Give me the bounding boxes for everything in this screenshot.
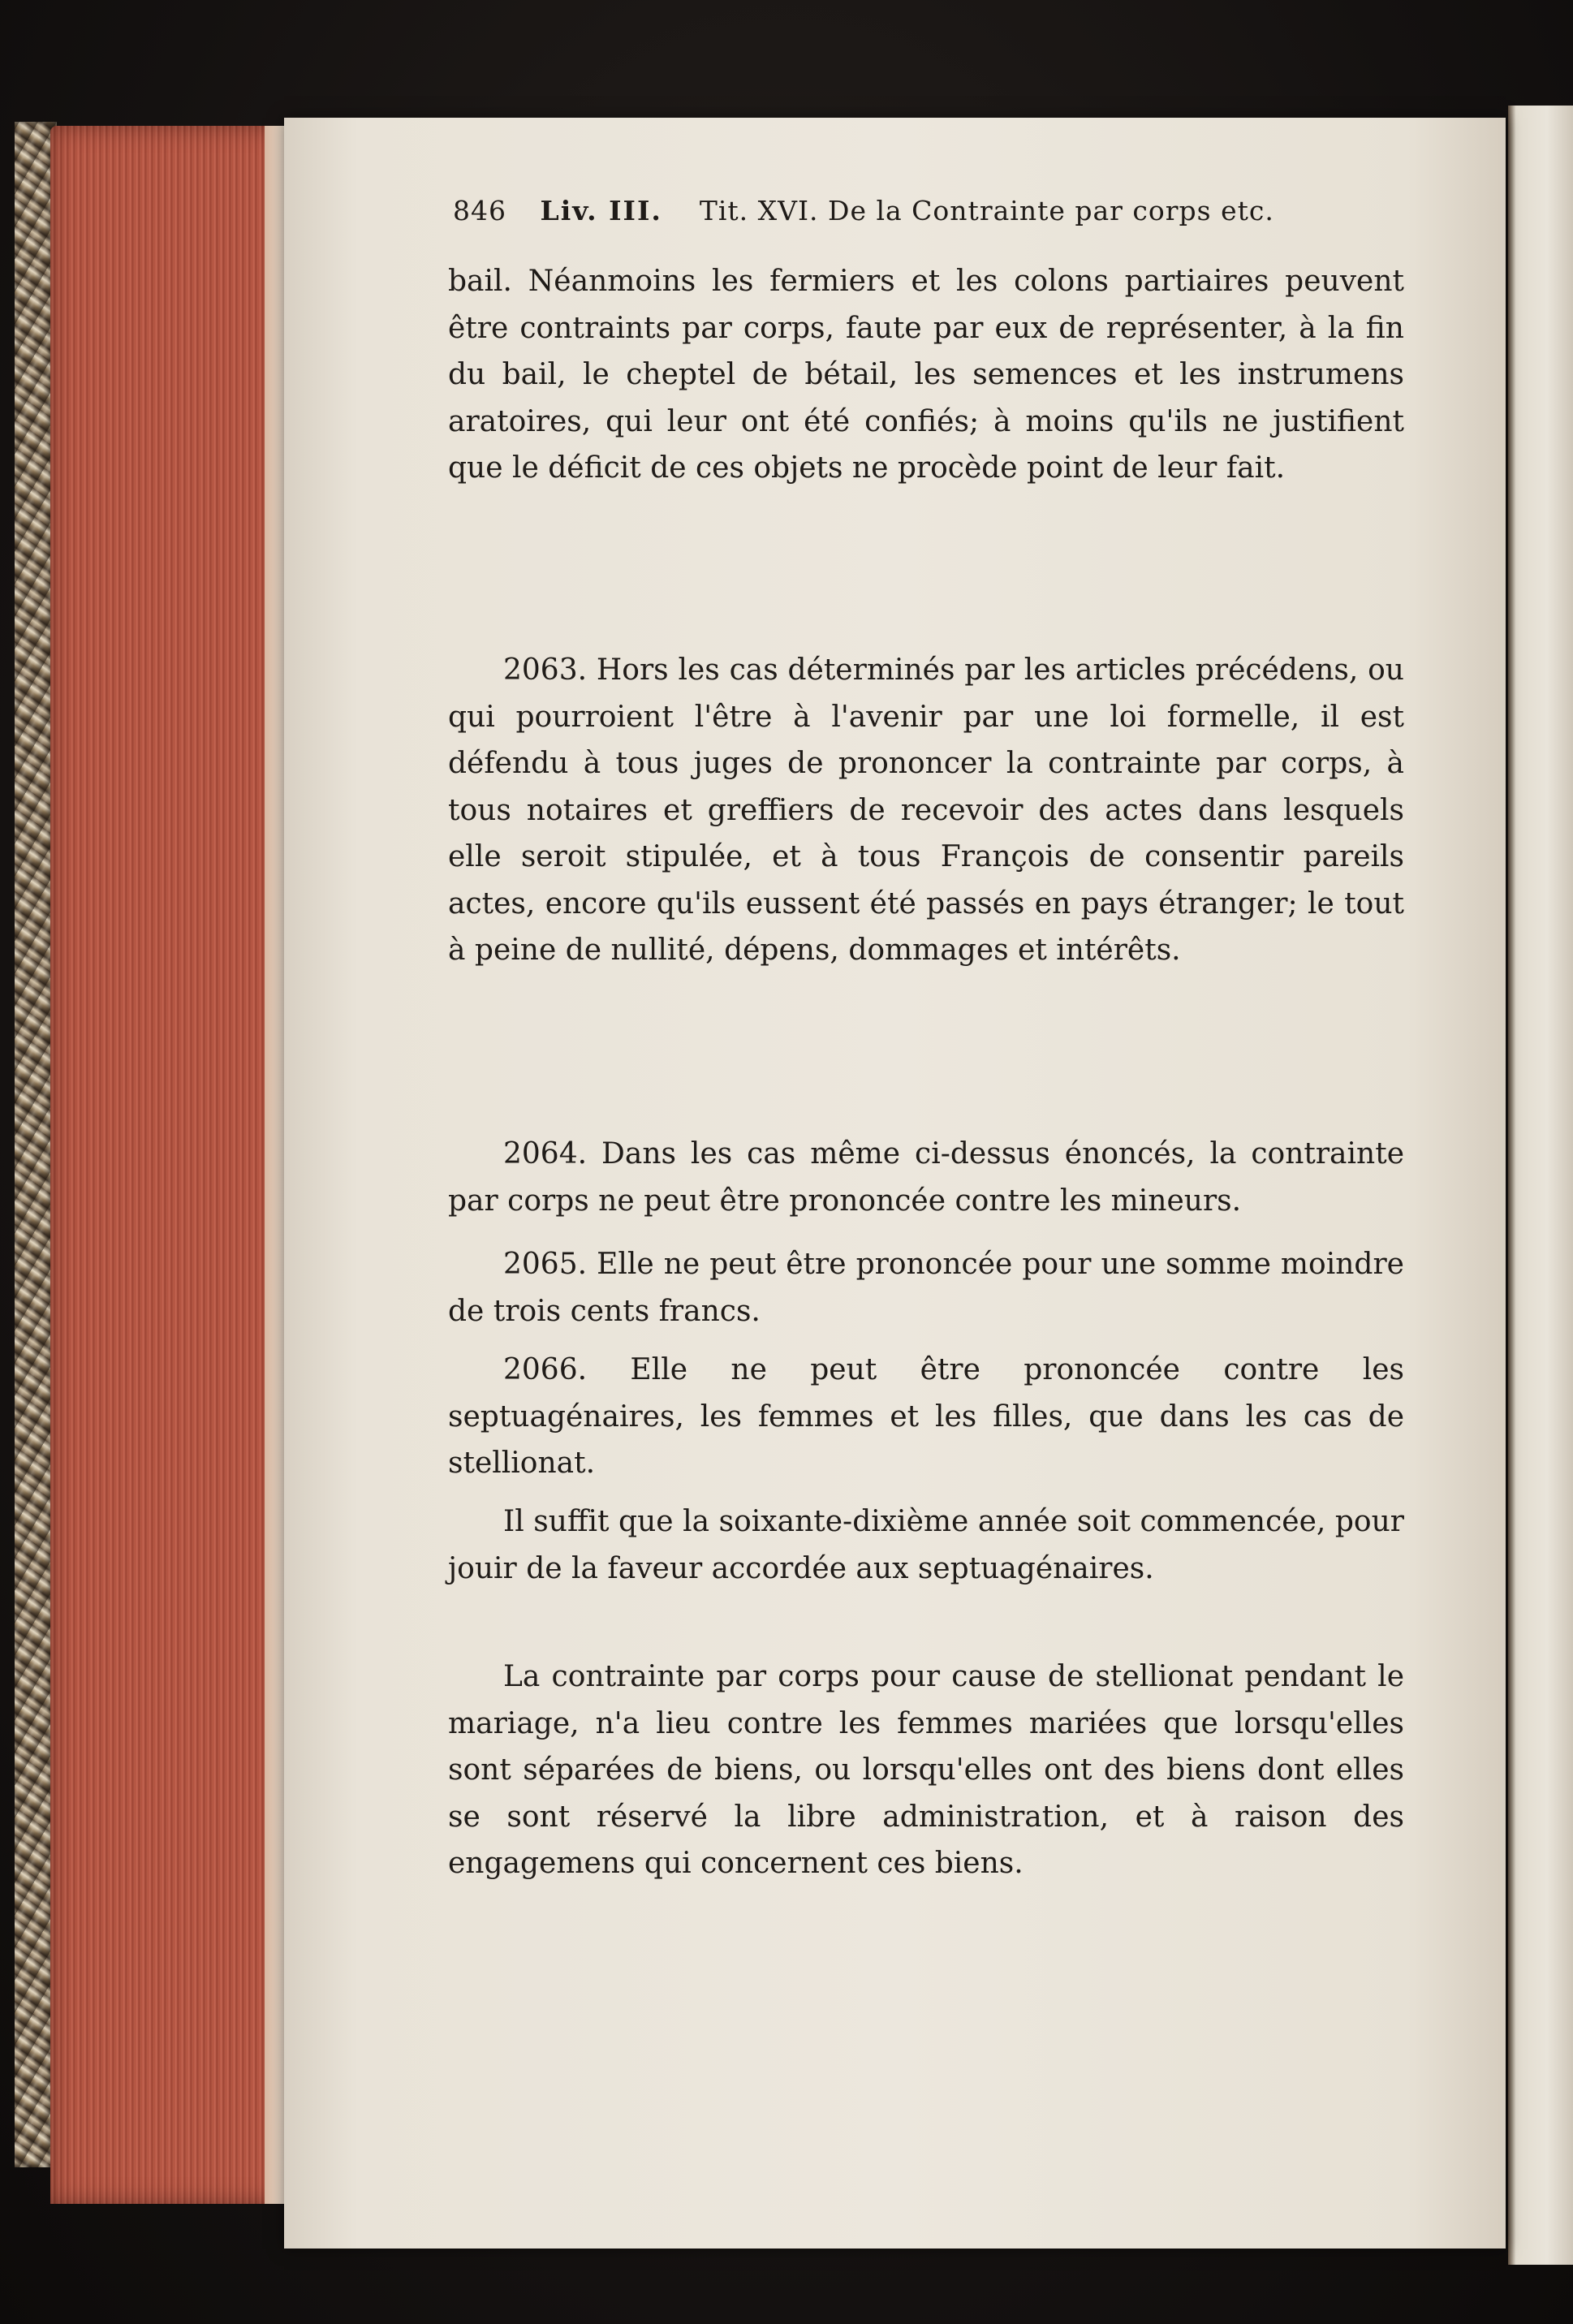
paragraph-article-2066: 2066. Elle ne peut être prononcée contre les septuagénaires, les femmes et les filles, que dans les cas de stellionat. (448, 1353, 1404, 1480)
paragraph-stellionat: La contrainte par corps pour cause de stellionat pendant le mariage, n'a lieu contre les femmes mariées que lorsqu'elles sont séparées de biens, ou lorsqu'elles ont des biens dont elles se sont réservé la libre administration, et à raison des engagemens qui concernent ces biens. (448, 1660, 1404, 1880)
page-number: 846 (453, 195, 506, 226)
running-header (453, 195, 1378, 226)
page-edges (50, 126, 286, 2204)
next-page-edge (1508, 106, 1573, 2265)
title-label: Tit. XVI. De la Contrainte par corps etc. (699, 195, 1274, 226)
paragraph-article-2065: 2065. Elle ne peut être prononcée pour une somme moindre de trois cents francs. (448, 1248, 1404, 1328)
book-label: Liv. III. (540, 195, 662, 226)
paragraph-septuagenaire: Il suffit que la soixante-dixième année soit commencée, pour jouir de la faveur accordée aux septuagénaires. (448, 1505, 1404, 1585)
paragraph-article-2064: 2064. Dans les cas même ci-dessus énoncés, la contrainte par corps ne peut être prononcée contre les mineurs. (448, 1137, 1404, 1218)
paragraph-continuation: bail. Néanmoins les fermiers et les colons partiaires peuvent être contraints par corps, faute par eux de représenter, à la fin du bail, le cheptel de bétail, les semences et les instrumens aratoires, qui leur ont été confiés; à moins qu'ils ne justifient que le déficit de ces objets ne procède point de leur fait. (448, 265, 1404, 485)
paragraph-article-2063: 2063. Hors les cas déterminés par les articles précédens, ou qui pourroient l'être à l'avenir par une loi formelle, il est défendu à tous juges de prononcer la contrainte par corps, à tous notaires et greffiers de recevoir des actes dans lesquels elle seroit stipulée, et à tous François de consentir pareils actes, encore qu'ils eussent été passés en pays étranger; le tout à peine de nullité, dépens, dommages et intérêts. (448, 653, 1404, 967)
